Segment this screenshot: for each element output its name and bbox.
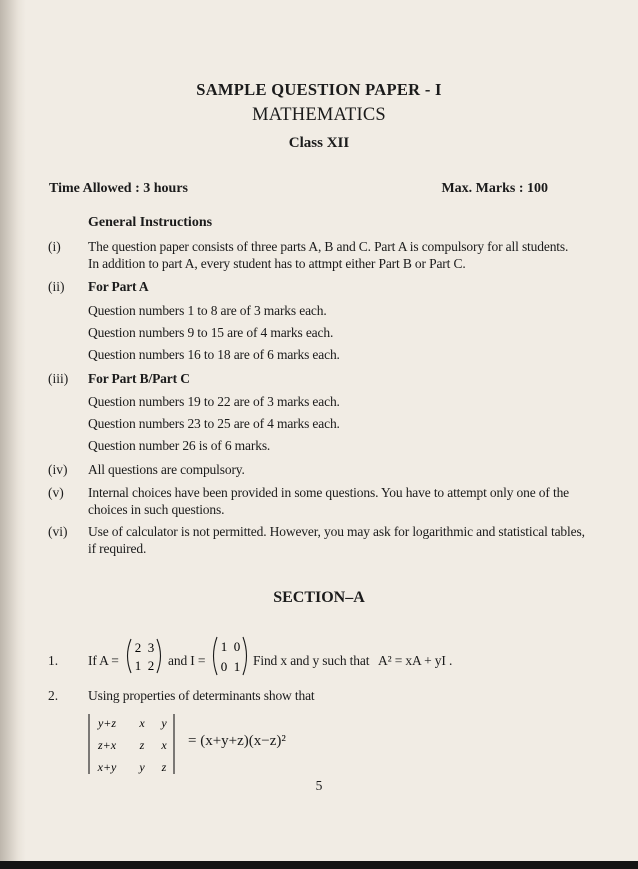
determinant-cell: y bbox=[161, 716, 167, 730]
determinant-cell: z bbox=[161, 760, 167, 774]
instruction-line: Question numbers 19 to 22 are of 3 marks each. bbox=[88, 394, 340, 409]
instruction-subheading: For Part B/Part C bbox=[88, 371, 190, 386]
instruction-line: if required. bbox=[88, 541, 147, 556]
question-number: 2. bbox=[48, 688, 59, 703]
instruction-line: Question numbers 9 to 15 are of 4 marks each. bbox=[88, 325, 334, 340]
page-edge-shadow bbox=[0, 0, 26, 869]
matrix-cell: 3 bbox=[147, 640, 155, 655]
question-text: Using properties of determinants show that bbox=[88, 688, 315, 703]
instruction-line: Use of calculator is not permitted. However, you may ask for logarithmic and statistical tables, bbox=[88, 524, 585, 539]
instruction-line: All questions are compulsory. bbox=[88, 462, 245, 477]
time-allowed: Time Allowed : 3 hours bbox=[49, 181, 188, 196]
matrix-cell: 2 bbox=[134, 640, 142, 655]
question-equation: A² = xA + yI . bbox=[378, 653, 453, 668]
instruction-line: Question numbers 16 to 18 are of 6 marks each. bbox=[88, 347, 340, 362]
instruction-subheading: For Part A bbox=[88, 279, 149, 294]
matrix-right-paren bbox=[157, 639, 161, 673]
question-number: 1. bbox=[48, 653, 59, 668]
instruction-number: (iii) bbox=[48, 371, 69, 386]
matrix-left-paren bbox=[214, 637, 218, 675]
question-prefix: If A = bbox=[88, 653, 119, 668]
page-number: 5 bbox=[315, 778, 323, 793]
matrix-right-paren bbox=[243, 637, 247, 675]
matrix-cell: 1 bbox=[220, 639, 228, 654]
matrix-a bbox=[124, 636, 164, 676]
max-marks: Max. Marks : 100 bbox=[441, 181, 548, 196]
instruction-line: Question numbers 23 to 25 are of 4 marks each. bbox=[88, 416, 340, 431]
matrix-left-paren bbox=[128, 639, 132, 673]
scan-bottom-edge bbox=[0, 861, 638, 869]
subject-title: MATHEMATICS bbox=[252, 105, 386, 125]
instruction-number: (i) bbox=[48, 239, 61, 254]
determinant-cell: x+y bbox=[97, 760, 117, 774]
section-heading: SECTION–A bbox=[273, 589, 365, 606]
question-text: Find x and y such that bbox=[253, 653, 370, 668]
instruction-number: (v) bbox=[48, 485, 64, 500]
instruction-line: In addition to part A, every student has to attmpt either Part B or Part C. bbox=[88, 256, 466, 271]
matrix-cell: 1 bbox=[134, 658, 142, 673]
class-title: Class XII bbox=[288, 135, 350, 151]
determinant-cell: x bbox=[139, 716, 145, 730]
matrix-cell: 0 bbox=[220, 659, 228, 674]
instruction-number: (vi) bbox=[48, 524, 68, 539]
matrix-cell: 0 bbox=[233, 639, 241, 654]
instruction-line: Question number 26 is of 6 marks. bbox=[88, 438, 271, 453]
determinant-cell: y bbox=[139, 760, 145, 774]
instruction-number: (iv) bbox=[48, 462, 68, 477]
instruction-line: Internal choices have been provided in some questions. You have to attempt only one of the bbox=[88, 485, 570, 500]
instructions-heading: General Instructions bbox=[88, 215, 213, 230]
matrix-i bbox=[210, 634, 250, 678]
determinant-cell: y+z bbox=[97, 716, 117, 730]
paper-title: SAMPLE QUESTION PAPER - I bbox=[196, 80, 442, 99]
determinant-result: = (x+y+z)(x−z)² bbox=[188, 733, 286, 749]
instruction-line: choices in such questions. bbox=[88, 502, 225, 517]
instruction-line: The question paper consists of three parts A, B and C. Part A is compulsory for all students. bbox=[88, 239, 569, 254]
determinant-cell: x bbox=[161, 738, 167, 752]
matrix-cell: 1 bbox=[233, 659, 241, 674]
determinant bbox=[86, 712, 186, 776]
instruction-line: Question numbers 1 to 8 are of 3 marks each. bbox=[88, 303, 327, 318]
matrix-cell: 2 bbox=[147, 658, 155, 673]
question-mid-text: and I = bbox=[168, 653, 206, 668]
determinant-cell: z bbox=[139, 738, 145, 752]
determinant-cell: z+x bbox=[97, 738, 117, 752]
instruction-number: (ii) bbox=[48, 279, 65, 294]
